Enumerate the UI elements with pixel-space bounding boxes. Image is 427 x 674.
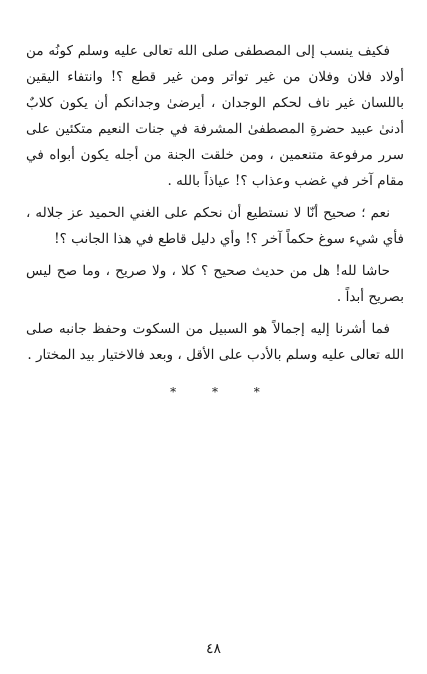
paragraph-3: حاشا لله! هل من حديث صحيح ؟ كلا ، ولا صريح ، وما صح ليس بصريح أبداً . xyxy=(26,263,404,305)
section-separator: * * * xyxy=(170,385,276,399)
paragraph-4: فما أشرنا إليه إجمالاً هو السبيل من السكوت وحفظ جانبه صلى الله تعالى عليه وسلم بالأدب على الأقل ، وبعد فالاختيار بيد المختار . xyxy=(26,321,404,363)
paragraph-1: فكيف ينسب إلى المصطفى صلى الله تعالى عليه وسلم كونُه من أولاد فلان وفلان من غير تواتر ومن غير قطع ؟! وانتفاء اليقين باللسان غير ناف لحكم الوجدان ، أيرضىٰ وجدانكم أن يكون كلابٌ أدنىٰ عبيد حضرةِ المصطفىٰ المشرفة في جنات النعيم متكئين على سرر مرفوعة متنعمين ، ومن خلقت الجنة من أجله يكون أبواه في مقام آخر في غضب وعذاب ؟! عياذاً بالله . xyxy=(26,43,404,189)
page-number: ٤٨ xyxy=(205,641,222,657)
page-body xyxy=(26,38,404,402)
paragraph-2: نعم ؛ صحيح أنّا لا نستطيع أن نحكم على الغني الحميد عز جلاله ، فأي شيء سوغ حكماً آخر ؟! وأي دليل قاطع في هذا الجانب ؟! xyxy=(26,205,404,247)
